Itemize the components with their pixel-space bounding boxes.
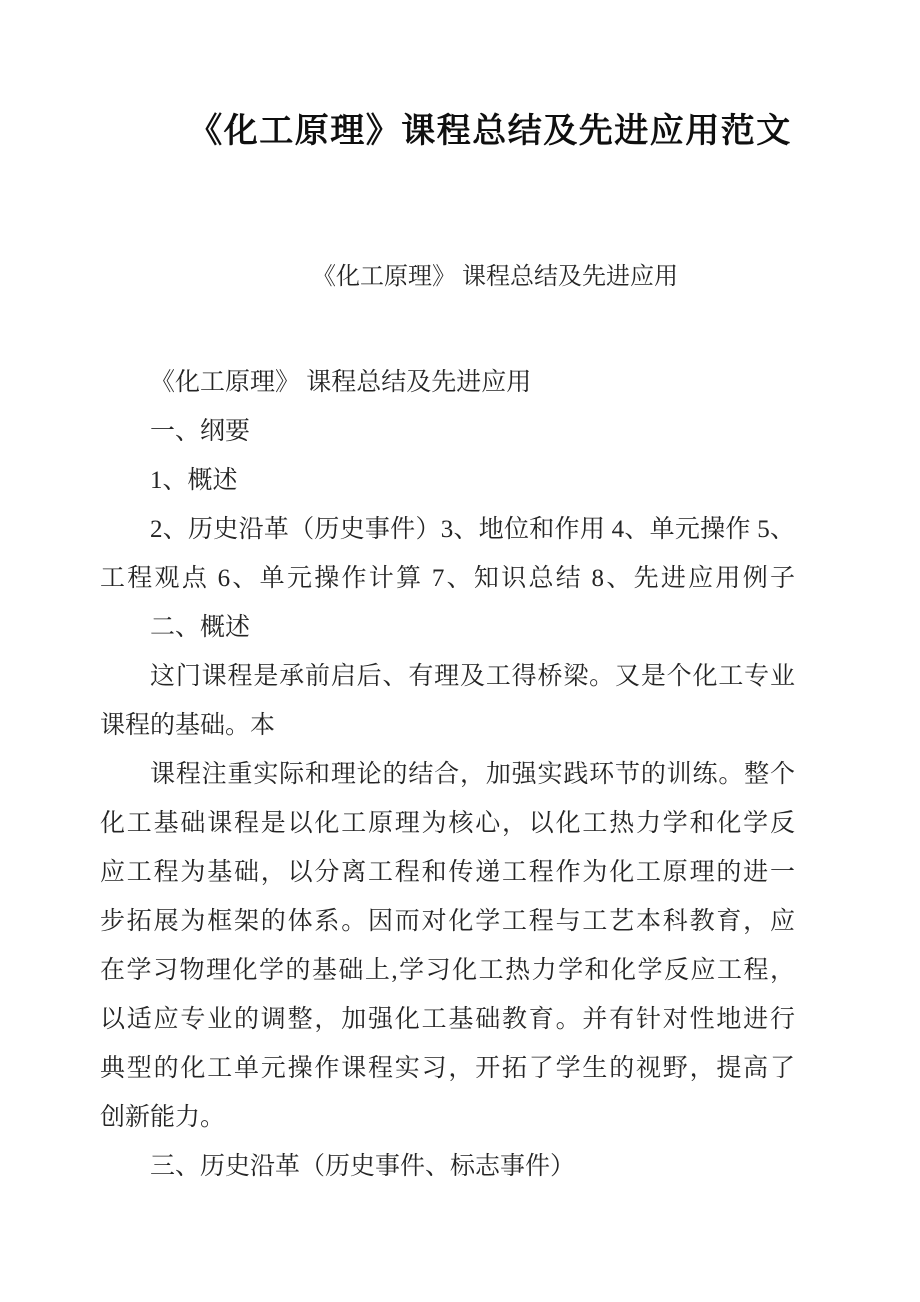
- text-line: 步拓展为框架的体系。因而对化学工程与工艺本科教育，应: [100, 908, 795, 935]
- text-line: 课程的基础。本: [100, 712, 276, 739]
- document-body: [100, 358, 795, 1191]
- text-line: 三、历史沿革（历史事件、标志事件）: [150, 1153, 576, 1180]
- text-line: 化工基础课程是以化工原理为核心，以化工热力学和化学反: [100, 810, 795, 837]
- text-line: 《化工原理》 课程总结及先进应用: [150, 369, 532, 396]
- text-line: 在学习物理化学的基础上,学习化工热力学和化学反应工程，: [100, 957, 795, 984]
- text-line: 工程观点 6、单元操作计算 7、知识总结 8、先进应用例子: [100, 565, 795, 592]
- text-line: 1、概述: [150, 467, 238, 494]
- document-content: [0, 96, 920, 1191]
- text-line: 一、纲要: [150, 418, 251, 445]
- text-line: 以适应专业的调整，加强化工基础教育。并有针对性地进行: [100, 1006, 795, 1033]
- document-subtitle: 《化工原理》 课程总结及先进应用: [312, 264, 678, 290]
- text-line: 二、概述: [150, 614, 251, 641]
- text-line: 应工程为基础，以分离工程和传递工程作为化工原理的进一: [100, 859, 795, 886]
- text-line: 课程注重实际和理论的结合，加强实践环节的训练。整个: [150, 761, 795, 788]
- text-line: 这门课程是承前启后、有理及工得桥梁。又是个化工专业: [150, 663, 795, 690]
- text-line: 典型的化工单元操作课程实习，开拓了学生的视野，提高了: [100, 1055, 795, 1082]
- document-title: 《化工原理》课程总结及先进应用范文: [188, 113, 792, 150]
- text-line: 创新能力。: [100, 1104, 226, 1131]
- text-line: 2、历史沿革（历史事件）3、地位和作用 4、单元操作 5、: [150, 516, 795, 543]
